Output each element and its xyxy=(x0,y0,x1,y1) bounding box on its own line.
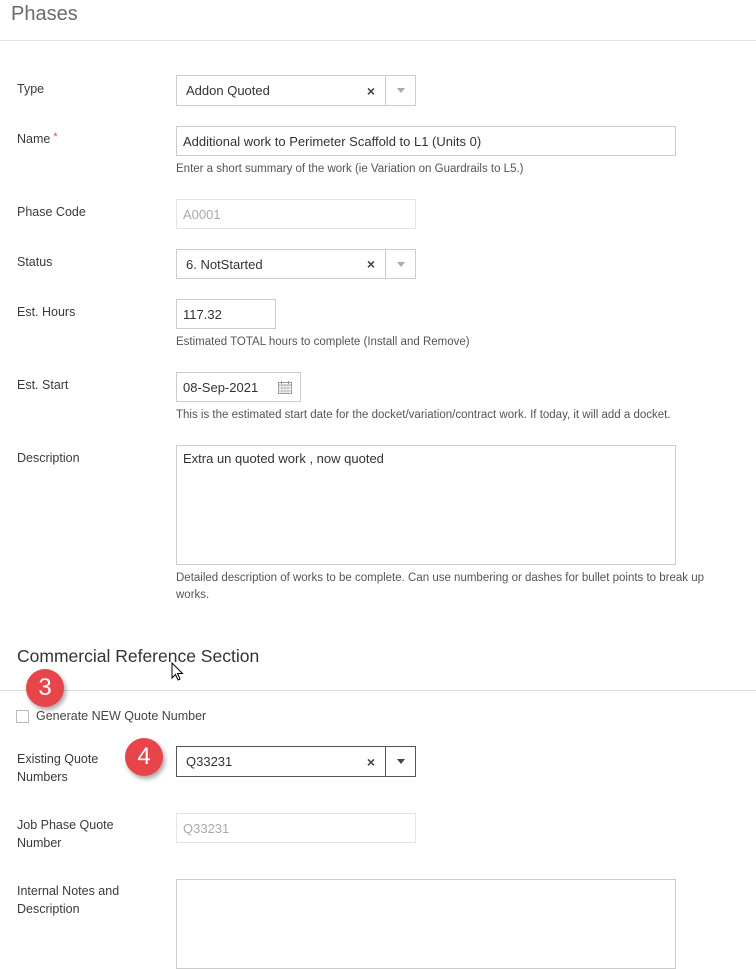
status-label: Status xyxy=(17,255,53,269)
page-title: Phases xyxy=(11,3,78,25)
type-label: Type xyxy=(17,82,45,96)
dropdown-toggle[interactable] xyxy=(385,747,415,776)
internal-notes-textarea[interactable] xyxy=(176,879,676,969)
job-phase-quote-label-line1: Job Phase Quote xyxy=(17,818,114,832)
type-value: Addon Quoted xyxy=(186,83,270,98)
annotation-badge-3: 3 xyxy=(26,669,64,707)
chevron-down-icon xyxy=(397,759,405,764)
status-select[interactable] xyxy=(176,249,416,279)
internal-notes-label-line2: Description xyxy=(17,902,80,916)
annotation-badge-4: 4 xyxy=(125,738,163,776)
description-label: Description xyxy=(17,451,80,465)
generate-new-quote-row[interactable] xyxy=(16,709,206,723)
chevron-down-icon xyxy=(397,88,405,93)
mouse-cursor-icon xyxy=(171,662,185,682)
existing-quote-select[interactable] xyxy=(176,746,416,777)
existing-quote-label xyxy=(17,750,98,786)
internal-notes-label-line1: Internal Notes and xyxy=(17,884,120,898)
est-start-help: This is the estimated start date for the docket/variation/contract work. If today, it will add a docket. xyxy=(176,409,671,421)
internal-notes-label xyxy=(17,882,119,918)
name-label xyxy=(17,130,58,149)
description-help: Detailed description of works to be complete. Can use numbering or dashes for bullet points to break up works. xyxy=(176,572,705,601)
dropdown-toggle[interactable] xyxy=(385,76,415,105)
clear-icon[interactable]: × xyxy=(366,753,376,770)
name-label-text: Name xyxy=(17,132,51,146)
required-marker: * xyxy=(53,131,58,143)
status-value: 6. NotStarted xyxy=(186,256,263,272)
dropdown-toggle[interactable] xyxy=(385,250,415,278)
title-divider xyxy=(0,40,756,41)
chevron-down-icon xyxy=(397,262,405,267)
existing-quote-label-line1: Existing Quote xyxy=(17,752,99,766)
generate-new-quote-label[interactable]: Generate NEW Quote Number xyxy=(36,709,207,723)
description-textarea[interactable]: Extra un quoted work , now quoted xyxy=(176,445,676,565)
existing-quote-value: Q33231 xyxy=(186,754,233,769)
name-help: Enter a short summary of the work (ie Variation on Guardrails to L5.) xyxy=(176,163,524,175)
phase-code-label: Phase Code xyxy=(17,205,86,219)
job-phase-quote-label xyxy=(17,816,114,852)
clear-icon[interactable]: × xyxy=(366,82,376,99)
type-select[interactable] xyxy=(176,75,416,106)
est-start-label: Est. Start xyxy=(17,378,69,392)
phase-code-input: A0001 xyxy=(176,199,416,229)
section-title: Commercial Reference Section xyxy=(17,646,260,666)
est-start-value: 08-Sep-2021 xyxy=(183,379,259,395)
est-hours-input[interactable]: 117.32 xyxy=(176,299,276,329)
calendar-icon[interactable] xyxy=(278,381,292,394)
job-phase-quote-label-line2: Number xyxy=(17,836,62,850)
job-phase-quote-input: Q33231 xyxy=(176,813,416,843)
est-hours-label: Est. Hours xyxy=(17,305,76,319)
clear-icon[interactable]: × xyxy=(366,256,376,272)
est-hours-help: Estimated TOTAL hours to complete (Install and Remove) xyxy=(176,336,470,348)
name-input[interactable]: Additional work to Perimeter Scaffold to L1 (Units 0) xyxy=(176,126,676,156)
section-divider xyxy=(0,690,756,691)
generate-new-quote-checkbox[interactable] xyxy=(16,710,29,723)
est-start-input[interactable] xyxy=(176,372,301,402)
existing-quote-label-line2: Numbers xyxy=(17,770,68,784)
